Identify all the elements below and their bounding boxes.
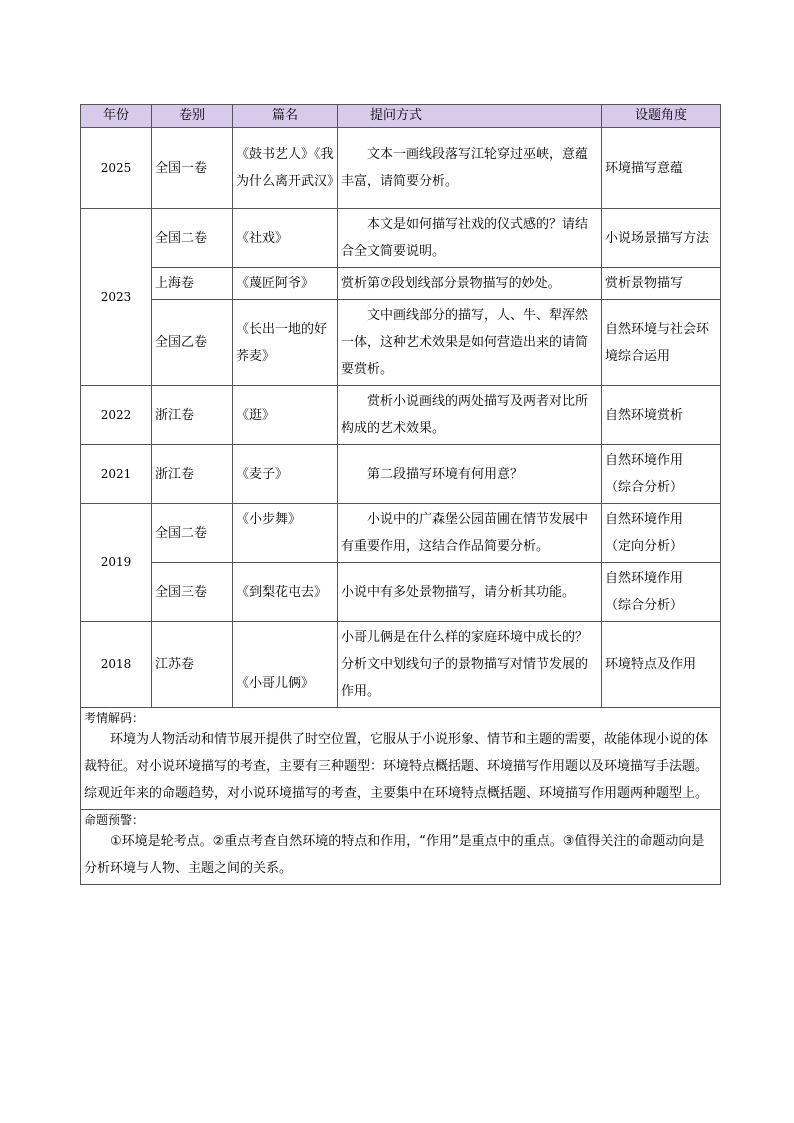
table-row — [81, 445, 721, 504]
question-cell: 赏析小说画线的两处描写及两者对比所构成的艺术效果。 — [338, 386, 602, 445]
question-cell: 小说中的广森堡公园苗圃在情节发展中有重要作用，这结合作品简要分析。 — [338, 504, 602, 563]
table-row — [81, 504, 721, 563]
volume-cell: 全国二卷 — [152, 209, 233, 268]
title-cell: 《逛》 — [233, 386, 338, 445]
question-cell: 赏析第⑦段划线部分景物描写的妙处。 — [338, 268, 602, 300]
title-cell: 《社戏》 — [233, 209, 338, 268]
year-cell: 2019 — [81, 504, 152, 622]
question-cell: 小哥儿俩是在什么样的家庭环境中成长的？分析文中划线句子的景物描写对情节发展的作用。 — [338, 622, 602, 708]
volume-cell: 江苏卷 — [152, 622, 233, 708]
table-row — [81, 268, 721, 300]
year-cell: 2022 — [81, 386, 152, 445]
title-cell: 《小哥儿俩》 — [233, 622, 338, 708]
year-cell: 2025 — [81, 128, 152, 209]
table-row — [81, 300, 721, 386]
table-header-row — [81, 105, 721, 128]
forecast-body: ①环境是轮考点。②重点考查自然环境的特点和作用，“作用”是重点中的重点。③值得关注的命题动向是分析环境与人物、主题之间的关系。 — [84, 834, 705, 876]
volume-cell: 全国乙卷 — [152, 300, 233, 386]
year-cell: 2021 — [81, 445, 152, 504]
title-cell: 《麦子》 — [233, 445, 338, 504]
title-cell: 《小步舞》 — [233, 504, 338, 563]
header-angle: 设题角度 — [602, 105, 721, 128]
angle-cell: 自然环境与社会环境综合运用 — [602, 300, 721, 386]
title-cell: 《蔑匠阿爷》 — [233, 268, 338, 300]
forecast-title: 命题预警： — [84, 813, 145, 827]
header-volume: 卷别 — [152, 105, 233, 128]
volume-cell: 上海卷 — [152, 268, 233, 300]
volume-cell: 浙江卷 — [152, 386, 233, 445]
title-cell: 《鼓书艺人》《我为什么离开武汉》 — [233, 128, 338, 209]
table-row — [81, 563, 721, 622]
volume-cell: 全国三卷 — [152, 563, 233, 622]
angle-cell: 自然环境作用（综合分析） — [602, 445, 721, 504]
header-question: 提问方式 — [338, 105, 602, 128]
header-title: 篇名 — [233, 105, 338, 128]
year-cell: 2023 — [81, 209, 152, 386]
angle-cell: 小说场景描写方法 — [602, 209, 721, 268]
question-cell: 本文是如何描写社戏的仪式感的？请结合全文简要说明。 — [338, 209, 602, 268]
interpretation-title: 考情解码： — [84, 711, 145, 725]
interpretation-body: 环境为人物活动和情节展开提供了时空位置，它服从于小说形象、情节和主题的需要，故能体现小说的体裁特征。对小说环境描写的考查，主要有三种题型：环境特点概括题、环境描写作用题以及环境描写手法题。综观近年来的命题趋势，对小说环境描写的考查，主要集中在环境特点概括题、环境描写作用题两种题型上。 — [84, 732, 709, 801]
table-row — [81, 622, 721, 708]
angle-cell: 环境特点及作用 — [602, 622, 721, 708]
header-year: 年份 — [81, 105, 152, 128]
table-row — [81, 128, 721, 209]
title-cell: 《长出一地的好荞麦》 — [233, 300, 338, 386]
question-cell: 文本一画线段落写江轮穿过巫峡，意蕴丰富，请简要分析。 — [338, 128, 602, 209]
volume-cell: 全国二卷 — [152, 504, 233, 563]
volume-cell: 全国一卷 — [152, 128, 233, 209]
question-cell: 第二段描写环境有何用意？ — [338, 445, 602, 504]
forecast-row — [81, 810, 721, 885]
interpretation-row — [81, 708, 721, 810]
year-cell: 2018 — [81, 622, 152, 708]
table-row — [81, 386, 721, 445]
title-cell: 《到梨花屯去》 — [233, 563, 338, 622]
angle-cell: 自然环境作用（定向分析） — [602, 504, 721, 563]
question-cell: 小说中有多处景物描写，请分析其功能。 — [338, 563, 602, 622]
table-row — [81, 209, 721, 268]
exam-analysis-table — [80, 104, 721, 885]
question-cell: 文中画线部分的描写，人、牛、犁浑然一体，这种艺术效果是如何营造出来的请简要赏析。 — [338, 300, 602, 386]
angle-cell: 自然环境赏析 — [602, 386, 721, 445]
volume-cell: 浙江卷 — [152, 445, 233, 504]
angle-cell: 自然环境作用（综合分析） — [602, 563, 721, 622]
angle-cell: 赏析景物描写 — [602, 268, 721, 300]
angle-cell: 环境描写意蕴 — [602, 128, 721, 209]
